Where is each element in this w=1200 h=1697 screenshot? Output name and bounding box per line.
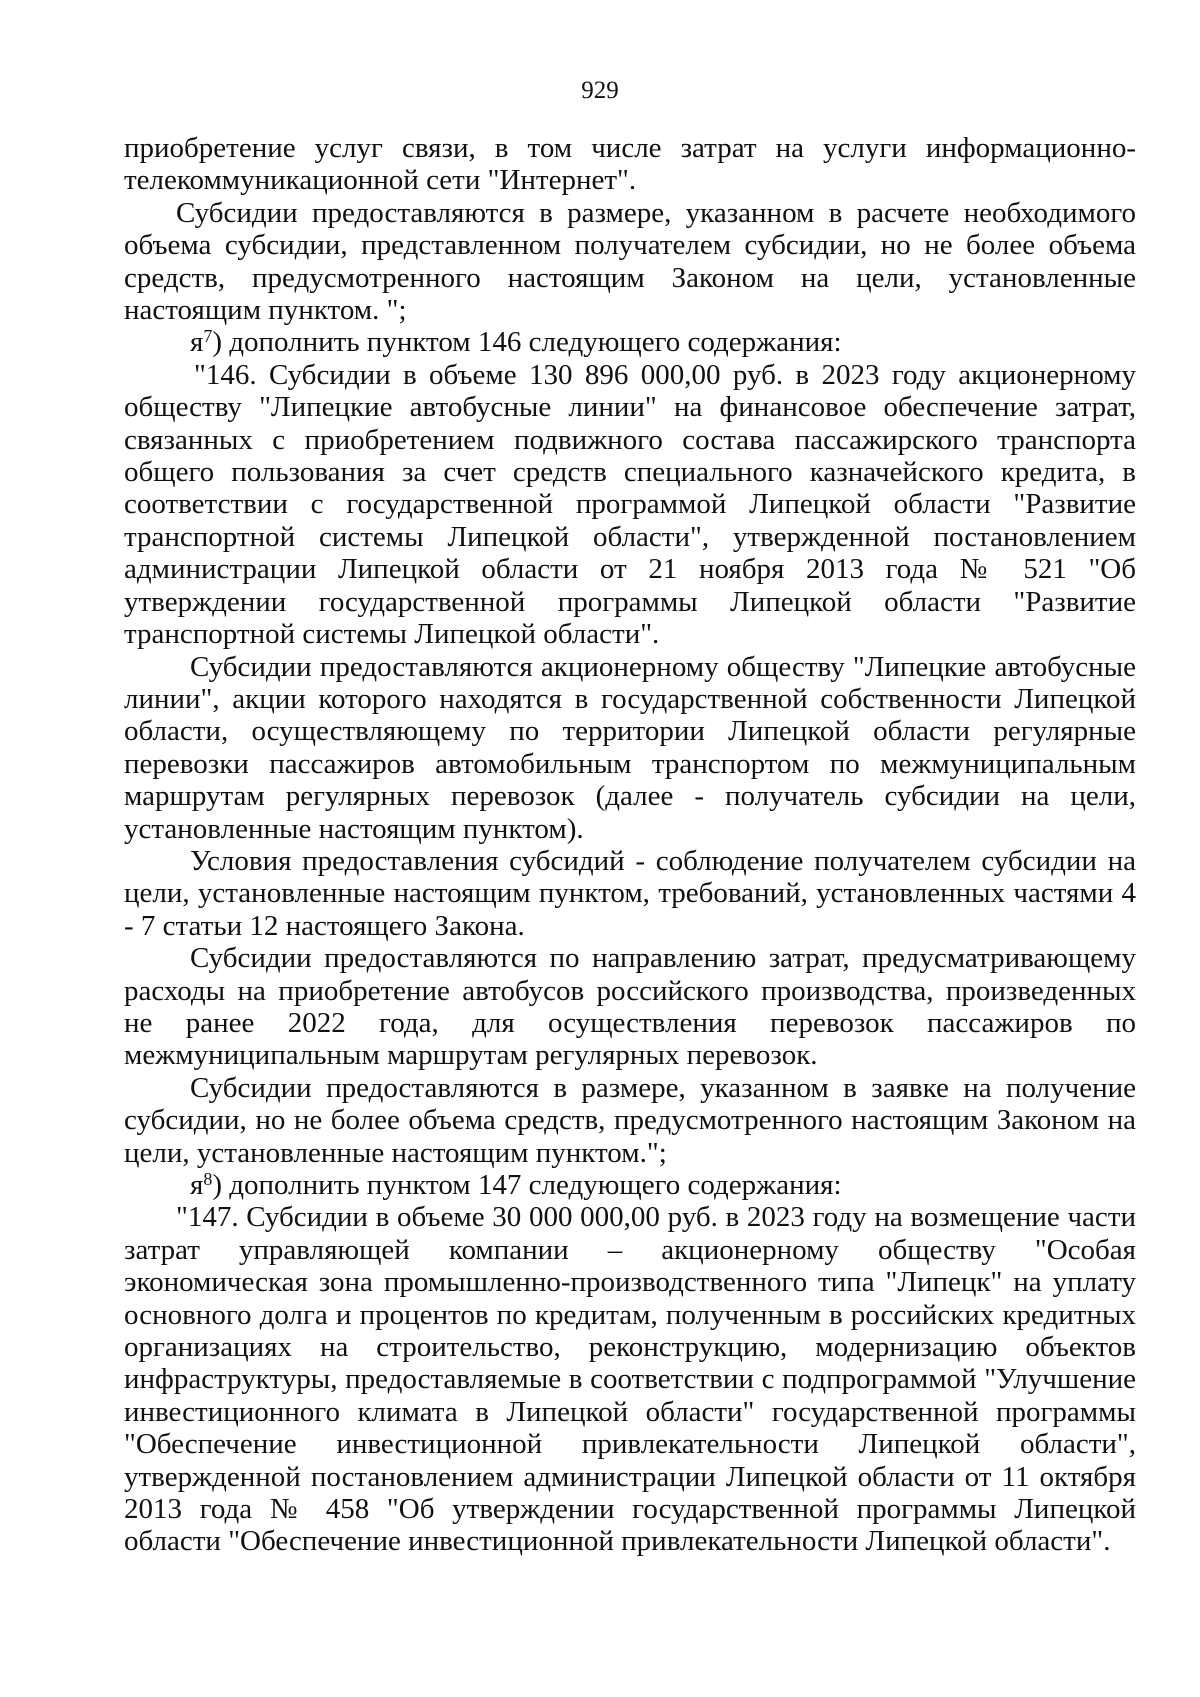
- paragraph-application-size: Субсидии предоставляются в размере, указанном в заявке на получение субсидии, но не более объема средств, предусмотренного настоящим Законом на цели, установленные настоящим пунктом.";: [124, 1071, 1136, 1169]
- amendment-text: ) дополнить пунктом 147 следующего содержания:: [212, 1169, 842, 1201]
- document-body: [124, 132, 1136, 1558]
- paragraph-amendment-146: [124, 326, 1136, 358]
- paragraph-bus-lines: Субсидии предоставляются акционерному обществу "Липецкие автобусные линии", акции которого находятся в государственной собственности Липецкой области, осуществляющему по территории Липецкой области регулярные перевозки пассажиров автомобильным транспортом по межмуниципальным маршрутам регулярных перевозок (далее - получатель субсидии на цели, установленные настоящим пунктом).: [124, 650, 1136, 845]
- amendment-superscript: 8: [203, 1169, 213, 1189]
- paragraph-point-146: "146. Субсидии в объеме 130 896 000,00 руб. в 2023 году акционерному обществу "Липецкие автобусные линии" на финансовое обеспечение затрат, связанных с приобретением подвижного состава пассажирского транспорта общего пользования за счет средств специального казначейского кредита, в соответствии с государственной программой Липецкой области "Развитие транспортной системы Липецкой области", утвержденной постановлением администрации Липецкой области от 21 ноября 2013 года № 521 "Об утверждении государственной программы Липецкой области "Развитие транспортной системы Липецкой области".: [124, 358, 1136, 651]
- amendment-text: ) дополнить пунктом 146 следующего содержания:: [212, 326, 842, 359]
- page-number: 929: [581, 77, 619, 104]
- paragraph-conditions: Условия предоставления субсидий - соблюдение получателем субсидии на цели, установленные настоящим пунктом, требований, установленных частями 4 - 7 статьи 12 настоящего Закона.: [124, 844, 1136, 942]
- paragraph-expense-direction: Субсидии предоставляются по направлению затрат, предусматривающему расходы на приобретение автобусов российского производства, произведенных не ранее 2022 года, для осуществления перевозок пассажиров по межмуниципальным маршрутам регулярных перевозок.: [124, 942, 1136, 1072]
- amendment-letter: я: [190, 326, 204, 359]
- paragraph-amendment-147: [124, 1169, 1136, 1201]
- paragraph-services: приобретение услуг связи, в том числе затрат на услуги информационно-телекоммуникационной сети "Интернет".: [124, 132, 1136, 197]
- paragraph-subsidy-size: Субсидии предоставляются в размере, указанном в расчете необходимого объема субсидии, представленном получателем субсидии, но не более объема средств, предусмотренного настоящим Законом на цели, установленные настоящим пунктом. ";: [124, 196, 1136, 327]
- amendment-superscript: 7: [203, 326, 213, 347]
- amendment-letter: я: [190, 1169, 204, 1201]
- paragraph-point-147: "147. Субсидии в объеме 30 000 000,00 руб. в 2023 году на возмещение части затрат управляющей компании – акционерному обществу "Особая экономическая зона промышленно-производственного типа "Липецк" на уплату основного долга и процентов по кредитам, полученным в российских кредитных организациях на строительство, реконструкцию, модернизацию объектов инфраструктуры, предоставляемые в соответствии с подпрограммой "Улучшение инвестиционного климата в Липецкой области" государственной программы "Обеспечение инвестиционной привлекательности Липецкой области", утвержденной постановлением администрации Липецкой области от 11 октября 2013 года № 458 "Об утверждении государственной программы Липецкой области "Обеспечение инвестиционной привлекательности Липецкой области".: [124, 1201, 1136, 1558]
